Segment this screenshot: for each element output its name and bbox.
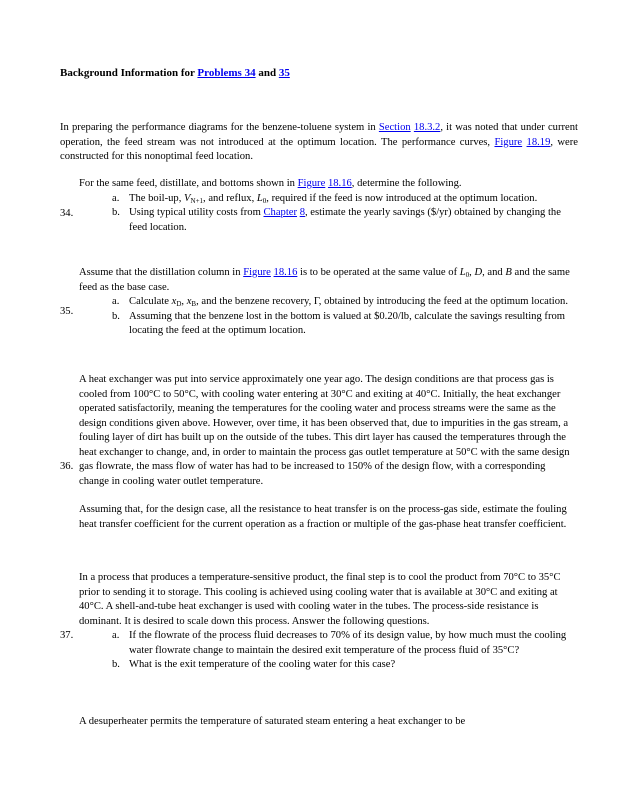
symbol-x: x (186, 296, 192, 307)
lead-text: is to be operated at the same value of (297, 267, 460, 278)
item-label: a. (112, 296, 120, 307)
subscript: B (191, 300, 197, 308)
problems-34-link[interactable]: Problems 34 (197, 67, 256, 79)
problem-body (79, 715, 571, 730)
symbol-x: x (171, 296, 177, 307)
figure-number-link[interactable]: 18.19 (526, 136, 551, 148)
subscript: 0 (262, 196, 267, 205)
item-label: b. (112, 659, 120, 670)
heading-and-text: and (255, 67, 279, 79)
intro-text-3: , were constructed for this nonoptimal feed location. (60, 136, 578, 162)
item-text: Using typical utility costs from (129, 207, 264, 218)
item-text: The boil-up, (129, 192, 185, 204)
figure-link[interactable]: Figure (243, 267, 271, 278)
problem-number: 36. (60, 461, 74, 472)
sub-question-list (79, 629, 571, 673)
section-heading (60, 66, 290, 81)
problem-body (79, 177, 571, 235)
subscript: D (176, 300, 182, 308)
sub-question-b (79, 658, 571, 673)
section-number-link[interactable]: 18.3.2 (413, 122, 441, 133)
item-label: b. (112, 207, 120, 218)
figure-link[interactable]: Figure (494, 136, 523, 148)
problem-35-link[interactable]: 35 (278, 67, 290, 79)
item-text: , and reflux, (203, 192, 257, 204)
figure-number-link[interactable]: 18.16 (327, 178, 352, 189)
symbol-d: D (474, 267, 483, 278)
problem-paragraph-2: Assuming that, for the design case, all the resistance to heat transfer is on the process-gas side, estimate the fouling heat transfer coefficient for the current operation as a fraction or multiple of the gas-phase heat transfer coefficient. (79, 504, 567, 530)
section-link[interactable]: Section (378, 122, 411, 133)
problem-number: 35. (60, 306, 74, 317)
item-label: b. (112, 310, 120, 322)
lead-text: , (469, 267, 475, 278)
sub-question-a (79, 629, 571, 658)
problem-lead: A desuperheater permits the temperature of saturated steam entering a heat exchanger to be (79, 716, 466, 727)
chapter-link[interactable]: Chapter (263, 207, 298, 218)
chapter-number-link[interactable]: 8 (299, 207, 305, 218)
sub-question-a (79, 295, 571, 310)
lead-text: Assume that the distillation column in (79, 267, 244, 278)
heading-text: Background Information for (60, 67, 198, 79)
intro-paragraph (60, 121, 578, 165)
item-label: a. (112, 630, 120, 641)
item-text: , estimate the yearly savings ($/yr) obtained by changing the feed location. (129, 207, 561, 233)
problem-body (79, 373, 571, 532)
intro-text-1: In preparing the performance diagrams for the benzene-toluene system in (60, 122, 379, 133)
figure-link[interactable]: Figure (297, 178, 326, 189)
symbol-b: B (505, 267, 512, 278)
problem-lead (79, 266, 571, 295)
sub-question-b (79, 206, 571, 235)
problem-body (79, 266, 571, 339)
problem-number: 34. (60, 208, 74, 219)
item-text: Calculate (129, 296, 172, 307)
problem-number: 37. (60, 630, 74, 641)
lead-text: , and (482, 267, 506, 278)
subscript: N+1 (190, 196, 204, 205)
problem-lead (79, 177, 571, 192)
symbol-v: V (184, 192, 191, 204)
problem-lead: In a process that produces a temperature-sensitive product, the final step is to cool the product from 70°C to 35°C prior to sending it to storage. This cooling is achieved using cooling water that is available at 30°C and exiting at 40°C. A shell-and-tube heat exchanger is used with cooling water in the tubes. The process-side resistance is dominant. It is desired to scale down this process. Answer the following questions. (79, 572, 561, 627)
symbol-l: L (459, 267, 466, 278)
figure-number-link[interactable]: 18.16 (273, 267, 298, 278)
sub-question-b (79, 310, 571, 339)
item-text: What is the exit temperature of the cooling water for this case? (129, 659, 396, 670)
problem-body (79, 571, 571, 673)
symbol-l: L (256, 192, 263, 204)
subscript: 0 (465, 271, 470, 279)
sub-question-list (79, 192, 571, 236)
item-label: a. (112, 192, 120, 204)
sub-question-list (79, 295, 571, 339)
lead-text-end: , determine the following. (351, 178, 462, 189)
item-text: Assuming that the benzene lost in the bottom is valued at $0.20/lb, calculate the savings resulting from locating the feed at the optimum location. (129, 310, 566, 336)
item-text: , and the benzene recovery, Γ, obtained by introducing the feed at the optimum location. (196, 296, 568, 307)
lead-text: For the same feed, distillate, and bottoms shown in (79, 178, 298, 189)
sub-question-a (79, 192, 571, 207)
item-text: , required if the feed is now introduced at the optimum location. (266, 192, 538, 204)
problem-paragraph-1: A heat exchanger was put into service approximately one year ago. The design conditions are that process gas is cooled from 100°C to 50°C, with cooling water entering at 30°C and exiting at 40°C. Initially, the heat exchanger operated satisfactorily, meaning the temperatures for the cooling water and process streams were the same as the design conditions given above. However, over time, it has been observed that, due to impurities in the gas stream, a fouling layer of dirt has built up on the outside of the tubes. This dirt layer has caused the temperatures through the heat exchanger to change, and, in order to maintain the process gas outlet temperature at 50°C with the same design gas flowrate, the mass flow of water has had to be increased to 150% of the design flow, with a corresponding change in cooling water outlet temperature. (79, 374, 570, 487)
intro-text-2: , it was noted that under current operation, the feed stream was not introduced at the optimum location. The performance curves, (60, 122, 578, 148)
item-text: If the flowrate of the process fluid decreases to 70% of its design value, by how much must the cooling water flowrate change to maintain the desired exit temperature of the process fluid of 35°C? (129, 630, 567, 656)
lead-text: and the same feed as the base case. (79, 267, 570, 293)
item-text: , (181, 296, 187, 307)
